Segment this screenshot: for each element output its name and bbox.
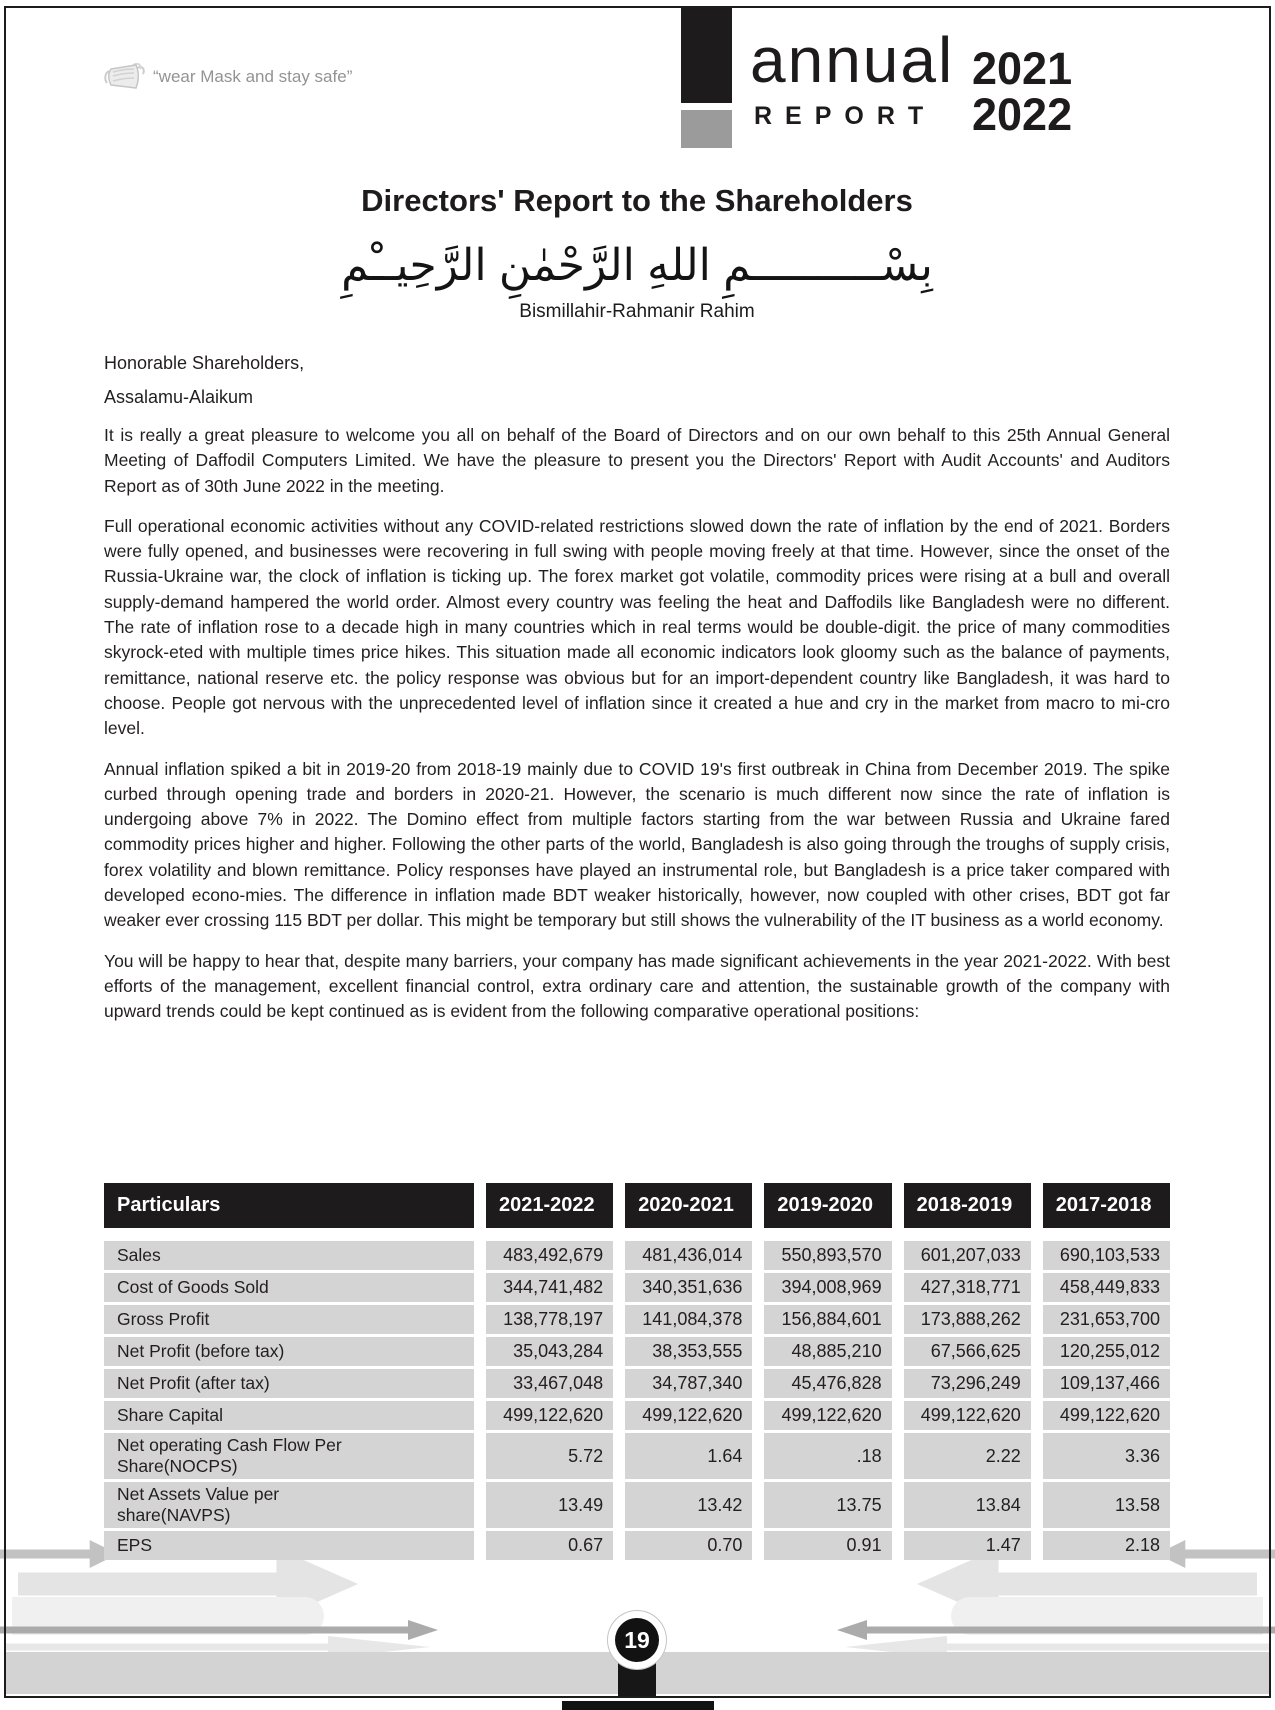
column-header-2019-2020: 2019-2020 — [764, 1183, 891, 1228]
row-label-gross-profit: Gross Profit — [104, 1305, 474, 1334]
row-label-sales: Sales — [104, 1241, 474, 1270]
table-cell: 13.42 — [625, 1482, 752, 1528]
table-cell: 38,353,555 — [625, 1337, 752, 1366]
table-cell: 499,122,620 — [486, 1401, 613, 1430]
logo-gray-block — [681, 110, 732, 148]
annual-report-logo — [0, 0, 1275, 160]
arrow-left-line-icon — [835, 1619, 1275, 1641]
table-cell: 13.58 — [1043, 1482, 1170, 1528]
safety-note-text: “wear Mask and stay safe” — [153, 67, 353, 86]
row-label-net-profit-after-tax: Net Profit (after tax) — [104, 1369, 474, 1398]
page-number-badge — [608, 1611, 666, 1669]
column-header-particulars: Particulars — [104, 1183, 474, 1228]
document-body — [104, 183, 1170, 1025]
table-cell: 0.67 — [486, 1531, 613, 1560]
row-label-eps: EPS — [104, 1531, 474, 1560]
financial-table — [104, 1183, 1170, 1560]
paragraph-1: It is really a great pleasure to welcome you all on behalf of the Board of Directors and on our own behalf to this 25th Annual General Meeting of Daffodil Computers Limited. We have the pleasure to present you the Directors' Report with Audit Accounts' and Auditors Report as of 30th June 2022 in the meeting. — [104, 425, 1170, 496]
table-cell: 2.18 — [1043, 1531, 1170, 1560]
table-cell: 340,351,636 — [625, 1273, 752, 1302]
table-cell: 1.47 — [904, 1531, 1031, 1560]
row-label-share-capital: Share Capital — [104, 1401, 474, 1430]
logo-word-annual: annual — [750, 24, 955, 96]
table-header-row — [104, 1183, 1170, 1228]
table-cell: 120,255,012 — [1043, 1337, 1170, 1366]
table-cell: 601,207,033 — [904, 1241, 1031, 1270]
table-cell: 427,318,771 — [904, 1273, 1031, 1302]
logo-word-report: REPORT — [754, 102, 937, 130]
table-cell: 48,885,210 — [764, 1337, 891, 1366]
table-cell: 67,566,625 — [904, 1337, 1031, 1366]
paragraph-3: Annual inflation spiked a bit in 2019-20 from 2018-19 mainly due to COVID 19's first outbreak in China from December 2019. The spike curbed through opening trade and borders in 2020-21. However, the scenario is much different now since the rate of inflation is undergoing above 7% in 2022. The Domino effect from multiple factors starting from the war between Russia and Ukraine fared commodity prices higher and higher. Following the other parts of the world, Bangladesh is also going through the troughs of supply crisis, forex volatility and blown remittance. Policy responses have played an instrumental role, but Bangladesh is a price taker compared with developed econo-mies. The difference in inflation made BDT weaker historically, however, now coupled with other crises, BDT got far weaker ever crossing 115 BDT per dollar. This might be temporary but still shows the vulnerability of the IT business as a world economy. — [104, 758, 1170, 931]
row-label-navps — [104, 1482, 474, 1528]
paragraph-2: Full operational economic activities without any COVID-related restrictions slowed down the rate of inflation by the end of 2021. Borders were fully opened, and businesses were recovering in full swing with people moving freely at that time. However, since the onset of the Russia-Ukraine war, the clock of inflation is ticking up. The forex market got volatile, commodity prices were rising at a bull and overall supply-demand hampered the world order. Almost every country was feeling the heat and Daffodils like Bangladesh were no different. The rate of inflation rose to a decade high in many countries which in real terms would be double-digit. the price of many commodities skyrock-eted with multiple times price hikes. This situation made all economic indicators look gloomy such as the balance of payments, remittance, national reserve etc. the policy response was obvious but for an import-dependent country like Bangladesh, it was hard to choose. People got nervous with the unprecedented level of inflation since it created a hue and cry in the market from macro to mi-cro level. — [104, 515, 1170, 739]
salutation-greeting: Assalamu-Alaikum — [104, 387, 254, 407]
column-header-2020-2021: 2020-2021 — [625, 1183, 752, 1228]
table-body — [104, 1241, 1170, 1560]
table-cell: 3.36 — [1043, 1433, 1170, 1479]
page-number: 19 — [615, 1618, 659, 1662]
table-cell: 5.72 — [486, 1433, 613, 1479]
paragraph-4: You will be happy to hear that, despite many barriers, your company has made significant achievements in the year 2021-2022. With best efforts of the management, excellent financial control, extra ordinary care and attention, the sustainable growth of the company with upward trends could be kept continued as is evident from the following comparative operational positions: — [104, 950, 1170, 1022]
table-cell: 481,436,014 — [625, 1241, 752, 1270]
table-cell: 13.75 — [764, 1482, 891, 1528]
table-cell: 231,653,700 — [1043, 1305, 1170, 1334]
table-cell: 394,008,969 — [764, 1273, 891, 1302]
table-cell: 499,122,620 — [764, 1401, 891, 1430]
table-cell: 550,893,570 — [764, 1241, 891, 1270]
logo-years — [972, 43, 1073, 140]
table-cell: 0.70 — [625, 1531, 752, 1560]
column-header-2021-2022: 2021-2022 — [486, 1183, 613, 1228]
table-cell: 499,122,620 — [1043, 1401, 1170, 1430]
logo-black-block — [681, 7, 732, 103]
table-cell: 483,492,679 — [486, 1241, 613, 1270]
table-cell: 458,449,833 — [1043, 1273, 1170, 1302]
table-cell: 35,043,284 — [486, 1337, 613, 1366]
table-cell: 156,884,601 — [764, 1305, 891, 1334]
arrow-left-decoration — [1157, 1540, 1275, 1568]
row-label-nocps-text: Net operating Cash Flow Per Share(NOCPS) — [117, 1435, 342, 1476]
table-cell: 109,137,466 — [1043, 1369, 1170, 1398]
row-label-nocps — [104, 1433, 474, 1479]
table-cell: 0.91 — [764, 1531, 891, 1560]
table-cell: 173,888,262 — [904, 1305, 1031, 1334]
bottom-edge-black-bar — [562, 1701, 714, 1710]
page-title: Directors' Report to the Shareholders — [361, 183, 913, 218]
table-cell: .18 — [764, 1433, 891, 1479]
table-cell: 2.22 — [904, 1433, 1031, 1479]
table-cell: 1.64 — [625, 1433, 752, 1479]
arrow-right-line-icon — [0, 1619, 440, 1641]
table-cell: 344,741,482 — [486, 1273, 613, 1302]
table-cell: 33,467,048 — [486, 1369, 613, 1398]
table-cell: 499,122,620 — [904, 1401, 1031, 1430]
salutation-shareholders: Honorable Shareholders, — [104, 353, 305, 373]
table-cell: 138,778,197 — [486, 1305, 613, 1334]
table-cell: 499,122,620 — [625, 1401, 752, 1430]
table-cell: 13.84 — [904, 1482, 1031, 1528]
logo-year-bottom: 2022 — [972, 89, 1073, 140]
table-cell: 690,103,533 — [1043, 1241, 1170, 1270]
bismillah-transliteration: Bismillahir-Rahmanir Rahim — [519, 301, 755, 322]
column-header-2018-2019: 2018-2019 — [904, 1183, 1031, 1228]
column-header-2017-2018: 2017-2018 — [1043, 1183, 1170, 1228]
bismillah-calligraphy: بِسْــــــــــمِ اللهِ الرَّحْمٰنِ الرَّحِيــْمِ — [341, 241, 933, 290]
row-label-cogs: Cost of Goods Sold — [104, 1273, 474, 1302]
row-label-navps-text: Net Assets Value per share(NAVPS) — [117, 1484, 280, 1525]
arrow-right-decoration — [0, 1540, 118, 1568]
table-cell: 141,084,378 — [625, 1305, 752, 1334]
table-cell: 45,476,828 — [764, 1369, 891, 1398]
table-cell: 34,787,340 — [625, 1369, 752, 1398]
table-cell: 13.49 — [486, 1482, 613, 1528]
logo-year-top: 2021 — [972, 43, 1073, 94]
row-label-net-profit-before-tax: Net Profit (before tax) — [104, 1337, 474, 1366]
table-cell: 73,296,249 — [904, 1369, 1031, 1398]
